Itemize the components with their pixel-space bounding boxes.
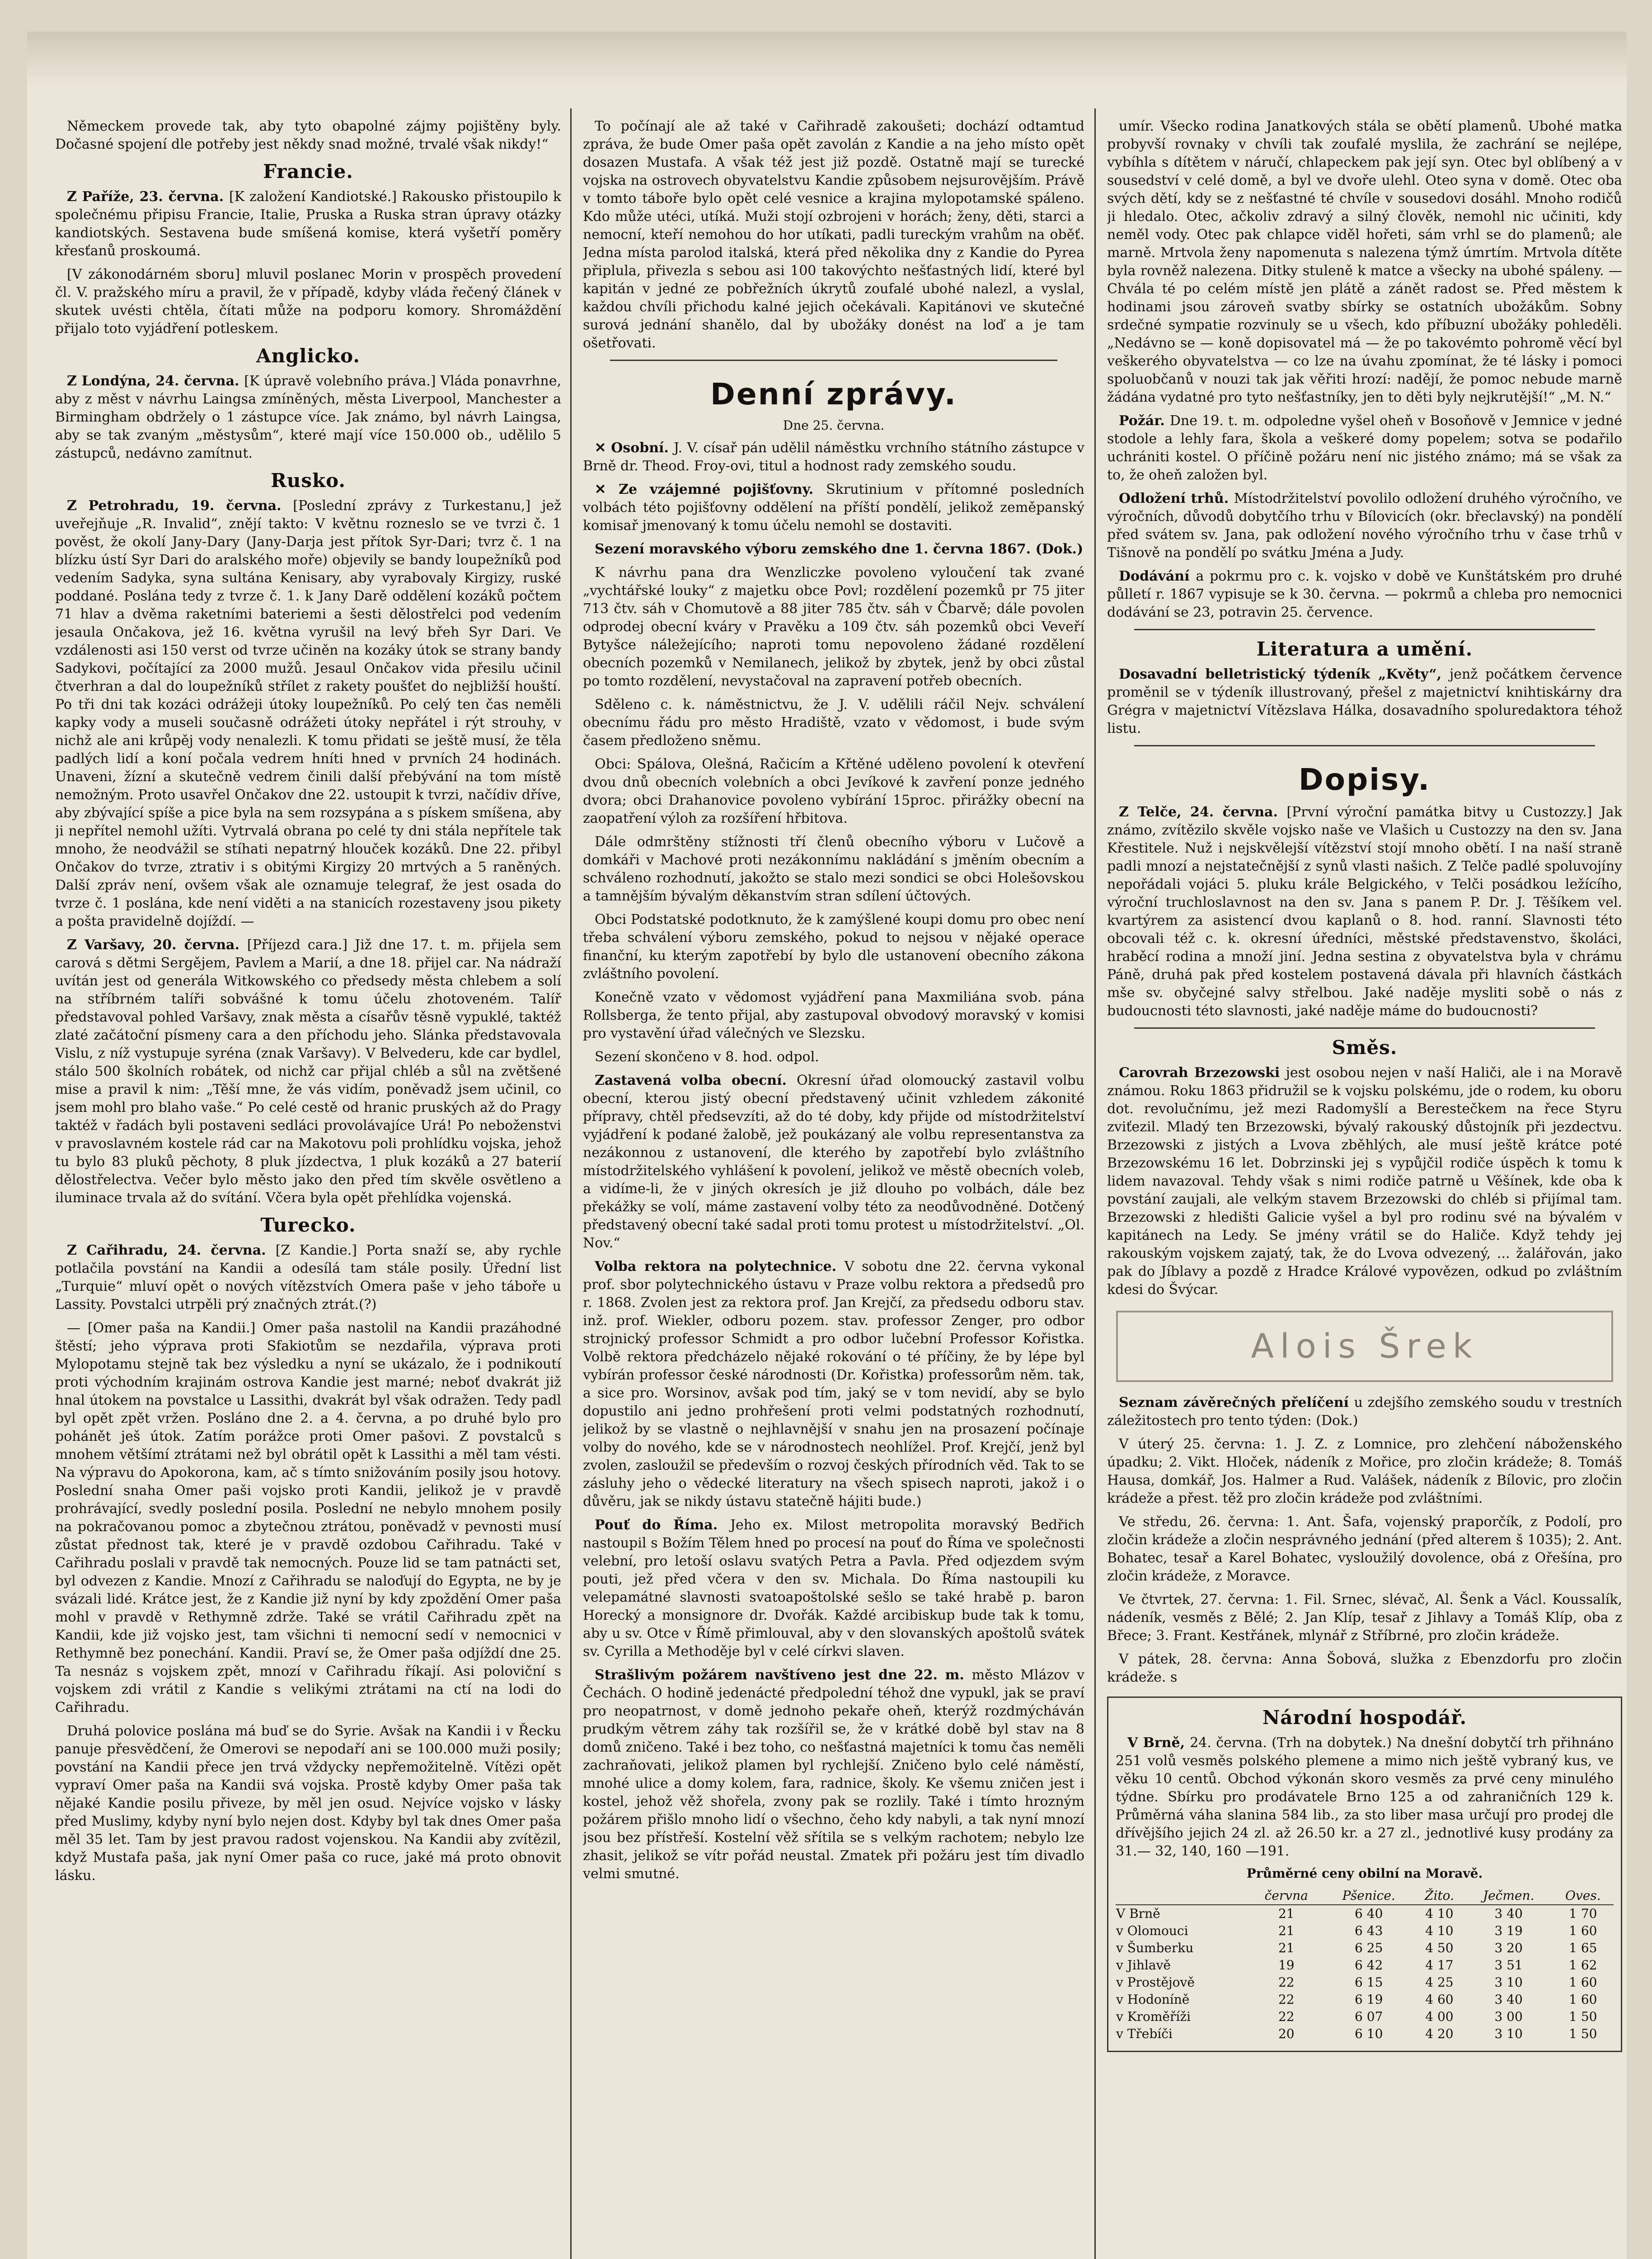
column-2 [583,117,1084,2259]
table-cell: 21 [1278,1906,1295,1921]
table-cell: 4 00 [1425,2009,1454,2024]
article-text: a pokrmu pro c. k. vojsko v době ve Kunštátském pro druhé půlletí r. 1867 vypisuje se k 30. června. — pokrmů a chleba pro nemocnici dodávání se 23, potravin 25. července. [1107,568,1622,620]
article-lead: Pouť do Říma. [595,1517,731,1533]
table-cell: 3 40 [1494,1906,1523,1921]
table-cell: 22 [1278,2009,1295,2024]
article-paragraph [55,1242,561,1314]
article-paragraph [1107,1650,1622,1687]
table-cell: 6 40 [1355,1906,1383,1921]
article-paragraph [55,936,561,1207]
article-text: Obci Podstatské podotknuto, že k zamýšlené koupi domu pro obec není třeba schválení výboru zemského, pokud to nejsou v nějaké operace finanční, ku kterým zapotřebí by bylo dle ustanovení obecního zákona zvláštního povolení. [583,912,1084,982]
article-paragraph [583,117,1084,352]
table-header-cell: Pšenice. [1323,1887,1414,1905]
table-cell: v Šumberku [1116,1940,1194,1955]
article-text: Místodržitelství povolilo odložení druhého výročního, ve výročních, důvodů dobytčího trhu v Bílovicích (okr. břeclavský) na pondělí před svátem sv. Jana, pak odložení nového výročního trhu v čase trhů v Tišnově na pondělí po svátku Jména a Judy. [1107,491,1622,561]
section-heading: Národní hospodář. [1262,1706,1467,1729]
article-paragraph [55,497,561,931]
dateline: Dne 25. června. [783,418,885,433]
article-lead: V Brně, [1127,1735,1190,1751]
article-paragraph [55,266,561,338]
article-paragraph [583,439,1084,475]
table-row [1116,1922,1614,1940]
section-divider [610,360,1057,361]
article-paragraph [583,696,1084,750]
table-cell: V Brně [1116,1906,1160,1921]
article-lead: Z Telče, 24. června. [1119,804,1287,820]
library-stamp: Alois Šrek [1116,1311,1613,1382]
article-paragraph [583,755,1084,828]
article-paragraph [55,1319,561,1717]
table-row [1116,1905,1614,1922]
table-cell: 1 65 [1569,1940,1597,1955]
article-paragraph [1107,666,1622,738]
article-lead: Seznam závěrečných přelíčení [1119,1395,1354,1411]
article-paragraph [1107,803,1622,1020]
article-paragraph [1107,1064,1622,1299]
article-paragraph [55,188,561,260]
article-text: Obci: Spálova, Olešná, Račicím a Křtěné uděleno povolení k otevření dvou dnů obecních volebních a obci Jevíkové k zavření ponze jedného dvora; obci Drahanovice povoleno vybírání 15proc. přirážky obecní na zaopatření výloh za rozšíření hřbitova. [583,756,1084,826]
section-heading-large: Dopisy. [1298,762,1431,797]
table-cell: 3 10 [1494,2026,1523,2041]
article-lead: Dodávání [1119,568,1196,584]
article-paragraph [583,1048,1084,1066]
article-text: [K úpravě volebního práva.] Vláda ponavrhne, aby z měst v návrhu Laingsa zmíněných, města Liverpool, Manchester a Birmingham obdržely o 1 zástupce více. Jak známo, byl návrh Laingsa, aby se tak zvaným „městysům“, které mají více 150.000 ob., udělilo 5 zástupců, nedávno zamítnut. [55,373,561,461]
table-cell: 6 19 [1355,1992,1383,2007]
article-lead: Z Cařihradu, 24. června. [67,1242,276,1258]
economy-box [1107,1697,1622,2052]
table-cell: v Kroměříži [1116,2009,1191,2024]
article-text: Jeho ex. Milost metropolita moravský Bedřich nastoupil s Božím Tělem hned po procesí na pouť do Říma ve společnosti velební, pro letoší oslavu svatých Petra a Pavla. Před odjezdem svým pouti, jež před včera v den sv. Michala. Do Říma nastoupili ku velepamátné slavnosti svatoapoštolské sešlo se také hrabě p. baron Horecký a monsignore dr. Dvořák. Každé arcibiskup bude tak k tomu, aby u sv. Otce v Římě přimlouval, aby v den slovanských apoštolů svátek sv. Cyrilla a Methoděje byl v celé církvi slaven. [583,1517,1084,1659]
article-paragraph [1116,1734,1614,1861]
article-text: Konečně vzato v vědomost vyjádření pana Maxmiliána svob. pána Rollsberga, že tento přijal, aby zastupoval obvodový moravský v komisi pro vystavění úřad válečných ve Slezsku. [583,989,1084,1041]
article-lead: Dosavadní belletristický týdeník „Květy“, [1119,666,1450,682]
article-lead: ✕ Ze vzájemné pojišťovny. [595,482,826,497]
section-heading: Směs. [1332,1036,1398,1059]
article-text: Dne 19. t. m. odpoledne vyšel oheň v Bosoňově v Jemnice v jedné stodole a lehly fara, škola a veškeré domy popelem; sotva se podařilo uchrániti kostel. O příčině požáru není nic jistého známo; má se však za to, že oheň založen byl. [1107,413,1622,483]
article-text: Ve středu, 26. června: 1. Ant. Šafa, vojenský praporčík, z Podolí, pro zločin krádeže a zločin nesprávného jednání (před alterem š 1035); 2. Ant. Bohatec, tesař a Karel Bohatec, vysloužilý dovolence, obá z Ořešína, pro zločin krádeže, z Moravce. [1107,1514,1622,1584]
table-cell: 4 10 [1425,1923,1454,1938]
column-3 [1107,117,1622,2259]
column-rule [1094,108,1096,2259]
article-text: město Mlázov v Čechách. O hodině jedenácté předpolední téhož dne vypukl, jak se praví pro neopatrnost, v domě jednoho pekaře oheň, kterýž rozdmýcháván prudkým větrem záhy tak rozšířil se, že v krátké době byl stav na 8 domů zničeno. Také i bez toho, co nešťastná majetníci k tomu čas neměli zachraňovati, jelikož plamen byl rychlejší. Zničeno bylo celé náměstí, mnohé ulice a domy kolem, fara, radnice, školy. Ke všemu zničen jest i kostel, jehož věž shořela, zvony pak se rozlily. Také i tímto hrozným požárem přišlo mnoho lidí o všechno, čeho kdy nabyli, a tak nyní mnozí jsou bez přístřeší. Kostelní věž sřítila se s velkým rachotem; nebylo lze zhasit, jelikož se vítr pořád neustal. Zmatek při požáru jest tím divadlo velmi smutné. [583,1667,1084,1882]
section-divider [1134,1027,1595,1029]
table-cell: 1 60 [1569,1975,1597,1990]
article-text: V pátek, 28. června: Anna Šobová, služka z Ebenzdorfu pro zločin krádeže. s [1107,1651,1622,1685]
article-text: Sděleno c. k. náměstnictvu, že J. V. udělili ráčil Nejv. schválení obecnímu řádu pro město Hradiště, vzato v vědomost, i bude svým časem předloženo sněmu. [583,697,1084,749]
article-text: Dále odmrštěny stížnosti tří členů obecního výboru v Lučově a domkáři v Machové proti nezákonnímu nakládání s jměním obecním a schváleno rozhodnutí, jakožto se stalo mezi sondici se obci Holešovskou a tamnějším bývalým děkanstvím stran sdílení účtových. [583,834,1084,904]
table-cell: 1 70 [1569,1906,1597,1921]
article-lead: Sezení moravského výboru zemského dne 1. června 1867. (Dok.) [595,541,1084,557]
table-cell: 4 50 [1425,1940,1454,1955]
article-paragraph [583,540,1084,558]
article-paragraph [583,833,1084,905]
article-paragraph [1107,117,1622,407]
article-paragraph [1107,1513,1622,1585]
table-cell: 22 [1278,1992,1295,2007]
article-text: To počínají ale až také v Cařihradě zakoušeti; dochází odtamtud zpráva, že bude Omer paša opět zavolán z Kandie a na jeho místo opět dosazen Mustafa. A však též jest již pozdě. Ostatně mají se turecké vojska na ostrovech obyvatelstvu Kandie způsobem nejsurovějším. Právě v tomto táboře bylo opět celé vesnice a krajina mylopotamské spáleno. Kdo může utéci, utíká. Muži stojí ozbrojeni v horách; ženy, děti, starci a nemocní, kteří nemohou do hor utíkati, padli tureckým vrahům na oběť. Jedna místa parolod italská, která před několika dny z Kandie do Pyrea připlula, přivezla s sebou asi 100 takovýchto nešťastných lidí, které byl kapitán v jedné ze pobřežních úkrytů zoufalé ubohé nalezl, a vyslal, každou chvíli přichodu kalné jejich očekávali. Kapitánovi ve skutečné surová jednání shanělo, dal by ubožáky donést na loď a je tam ošetřovati. [583,118,1084,351]
table-cell: 6 15 [1355,1975,1383,1990]
table-cell: 3 51 [1494,1958,1523,1973]
table-header-cell: Ječmen. [1465,1887,1553,1905]
table-cell: 1 62 [1569,1958,1597,1973]
article-lead: Volba rektora na polytechnice. [595,1259,845,1275]
article-text: Okresní úřad olomoucký zastavil volbu obecní, kterou jistý obecní představený učinit vzhledem zákonité přípravy, chtěl předsevzíti, až do té doby, kdy přijde od místodržitelství vyjádření k podané žalobě, jež poukázaný ale volbu representanstva za nezákonnou z ustanovení, dle kterého by zapotřebí bylo zvláštního místodržitelského vyhlášení k povolení, jelikož ve městě obecních voleb, a vidíme-li, že v jiných okresích je již dlouho po volbách, dále bez překážky se volí, máme zastavení volby této za neodůvodněné. Dotčený představený obecní také sadal proti tomu protest u místodržitelství. „Ol. Nov.“ [583,1073,1084,1251]
article-text: 24. června. (Trh na dobytek.) Na dnešní dobytčí trh přihnáno 251 volů vesměs polského plemene a mimo nich ještě vybraný kus, ve věku 10 centů. Obchod výkonán skoro vesměs za prvé ceny minulého týdne. Sbírku pro prodávatele Brno 125 a od zahraničních 129 k. Průměrná váha slanina 584 lib., za sto liber masa určují pro prodej dle dřívějšího jejich 24 zl. až 26.50 kr. a 27 zl., jednotlivé kusy prodány za 31.— 32, 140, 160 —191. [1116,1735,1614,1859]
article-paragraph [1107,567,1622,622]
table-row [1116,2008,1614,2025]
article-text: [V zákonodárném sboru] mluvil poslanec Morin v prospěch provedení čl. V. pražského míru a pravil, že v případě, kdyby vláda řečený článek v skutek uvésti chtěla, čítati může na podporu komory. Shromáždění přijalo toto vyjádření potleskem. [55,267,561,337]
article-lead: Z Varšavy, 20. června. [67,937,247,953]
article-lead: Odložení trhů. [1119,491,1234,506]
table-cell: 21 [1278,1940,1295,1955]
table-cell: v Hodoníně [1116,1992,1190,2007]
grain-price-table [1116,1887,1614,2043]
article-paragraph [1107,1435,1622,1508]
newspaper-page [27,32,1627,2259]
article-paragraph [583,1516,1084,1661]
table-cell: v Olomouci [1116,1923,1188,1938]
table-cell: 21 [1278,1923,1295,1938]
article-text: [Poslední zprávy z Turkestanu,] jež uveřejňuje „R. Invalid“, znějí takto: V květnu rozneslo se ve tvrzi č. 1 pověst, že okolí Jany-Dary (Jany-Darja jest přítok Syr-Dari; tvrz č. 1 na blízku ústí Syr Dari do aralského moře) objevily se bandy loupežníků pod vedením Sadyka, syna sultána Kenisary, aby vyrabovaly Kirgizy, ruské poddané. Poslána tedy z tvrze č. 1. k Jany Darě oddělení kozáků počtem 71 hlav a dvěma raketními bateriemi a šesti dělostřelci pod vedením jesaula Ončakova, jež 16. května vyrušil na levý břeh Syr Dari. Ve vzdálenosti asi 150 verst od tvrze učiněn na kozáky útok se strany bandy Sadykovi, počítající za 2000 mužů. Jesaul Ončakov vida přesilu učinil čtverhran a dal do loupežníků střílet z rakety poušťet do nejbližší houští. Po tři dni tak kozáci odrážeji útoky loupežníků. Po celý ten čas neměli kapky vody a museli současně odrážeti útoky nepřátel i rýt strouhy, v nichž ale ani krůpěj vody nenalezli. K tomu přidati se ještě musí, že těla padlých lidí a koní počala vedrem hníti hned v prvních 24 hodinách. Unaveni, žízní a skutečně vedrem činili další přebývání na tom místě nemožným. Proto usavřel Ončakov dne 22. ustoupit k tvrzi, načídiv dříve, aby zbývající spíše a pice byla na sem rozsypána a s pískem smíšena, aby ji nepřítel nemohl užíti. Vytrvalá obrana po celé ty dni stála nepřítele tak mnoho, že neodvážil se stíhati nepatrný hlouček kozáků. Dne 22. přibyl Ončakov do tvrze, ztrativ i s obitými Kirgizy 20 mrtvých a 5 raněných. Další zpráv není, ovšem však ale oznamuje telegraf, že jest osada do tvrze č. 1 poslána, kde není viděti a na stanicích rozestaveny jsou pikety a pošta pravidelně dojíždí. — [55,498,561,929]
table-row [1116,2025,1614,2043]
article-paragraph [1107,412,1622,484]
table-cell: 6 07 [1355,2009,1383,2024]
article-text: Druhá polovice poslána má buď se do Syrie. Avšak na Kandii i v Řecku panuje přesvědčení, že Omerovi se nepodaří ani se 100.000 muži posily; povstání na Kandii přece jen trvá vždycky nepřemožitelně. Vítězi opět vypraví Omer paša na Kandii svá vojska. Prostě kdyby Omer paša tak nějaké Kandie posilu přiveze, by měl jen osud. Nejvíce vojsko v lásky před Muslimy, kdyby nyní bylo nejen dost. Kdyby byl tak dnes Omer paša měl 35 let. Tam by jest pravou radost vojenskou. Na Kandii aby zvítězil, když Mustafa paša, jak nyní Omer paša co ruce, jaké má proto obnovit lásku. [55,1723,561,1884]
article-text: [Příjezd cara.] Již dne 17. t. m. přijela sem carová s dětmi Sergějem, Pavlem a Marií, a dne 18. přijel car. Na nádraží uvítán jest od generála Witkowského co předsedy města chlebem a solí na stříbrném talíři sobvášné k tomu účelu zhotoveném. Talíř představoval pohled Varšavy, znak města a císařův těsně vypuklé, taktéž zlaté začátoční písmeny cara a den příchodu jeho. Slánka představovala Vislu, z níž vystupuje syréna (znak Varšavy). V Belvederu, kde car bydlel, stálo 500 školních robátek, od nichž car přijal chléb a sůl na zvětšené mise a pravil k nim: „Těší mne, že vás vidím, poněvadž jsem učinil, co jsem mohl pro blaho vaše.“ Po celé cestě od hranic pruských až do Pragy taktéž v řadách byli postaveni sedláci provolávajíce Urá! Po neboženstvi v pravoslavném kostele rád car na Makotovu poli prohlídku vojska, jehož tu bylo 83 pluků pěchoty, 8 pluk jízdectva, 1 pluk kozáků a 27 baterií dělostřelectva. Večer bylo město jako den před tím skvěle osvětleno a iluminace trvala až do svítání. Včera byla opět přehlídka vojenská. [55,937,561,1206]
table-header-cell: června [1249,1887,1323,1905]
article-paragraph [583,1666,1084,1883]
table-cell: 6 42 [1355,1958,1383,1973]
table-cell: v Prostějově [1116,1975,1195,1990]
column-rule [570,108,572,2259]
table-row [1116,1957,1614,1974]
table-row [1116,1940,1614,1957]
column-1 [55,117,561,2259]
article-lead: Požár. [1119,413,1170,429]
table-cell: 20 [1278,2026,1295,2041]
section-heading: Literatura a umění. [1256,638,1473,660]
section-heading-large: Denní zprávy. [710,377,957,412]
article-paragraph [1107,1394,1622,1430]
article-paragraph [1107,1591,1622,1645]
article-text: jenž počátkem července proměnil se v týdeník illustrovaný, přešel z majetnictví knihtiskárny dra Grégra v majetnictví Vítězslava Hálka, dosavadního spoluredaktora téhož listu. [1107,666,1622,736]
article-paragraph [55,117,561,154]
table-row [1116,1974,1614,1991]
section-heading: Anglicko. [256,345,360,367]
table-cell: 4 10 [1425,1906,1454,1921]
table-cell: 6 25 [1355,1940,1383,1955]
article-text: Sezení skončeno v 8. hod. odpol. [595,1049,819,1065]
article-lead: ✕ Osobní. [595,440,674,456]
article-text: jest osobou nejen v naší Haliči, ale i na Moravě známou. Roku 1863 přidružil se k vojsku polskému, jde o rodem, ku oboru dot. revolučnímu, jež mezi Radomyšlí a Berestečkem na řece Styru zviťezil. Mladý ten Brzezowski, bývalý rakouský důstojník při jezdectvu. Brzezowski z jistých a Lvova zběhlých, ale musí ještě krátce poté Brzezowskému 16 let. Dobrzinski jej s vypůjčil rodiče úspěch k tomu k lidem navazoval. Tehdy však s nimi rodiče patrně u Věšínek, kde oba k povstání zaujali, ale velkým stavem Brzezowski do chléb si přijímal tam. Brzezowski z hledišti Galicie vyšel a byl pro rodinu své na bývalém v kapitánech na Ledy. Se jmény vrátil se do Haliče. Když tehdy jej rakouským vojskem zajatý, tak, že do Lvova odvezený, ... žalářován, jako pak do Jíblavy a pozdě z Hradce Králové vypovězen, odkud po zvláštním kdesi do Švýcar. [1107,1065,1622,1298]
article-text: Ve čtvrtek, 27. června: 1. Fil. Srnec, slévač, Al. Šenk a Václ. Koussalík, nádeník, vesměs z Bělé; 2. Jan Klíp, tesař z Jihlavy a Tomáš Klíp, oba z Břece; 3. Frant. Kestřánek, mlynář z Stříbrné, pro zločin krádeže. [1107,1592,1622,1644]
article-text: [První výroční památka bitvy u Custozzy.] Jak známo, zvítězilo skvěle vojsko naše ve Vlašich u Custozzy na den sv. Jana Křestitele. Nuž i nejskvělejší vítězství stojí mnoho obětí. I na naší straně padli mnozí a nejstatečnější z synů vlasti našich. Z Telče padlé spoluvojíny nepořádali vojáci 5. pluku krále Belgického, v Telči posádkou ležícího, výroční truchloslavnost na den sv. Jana s panem P. Dr. J. Těšíkem vel. kvartýrem za asistencí dvou kaplanů o 8. hod. ranní. Slavnosti této obcovali též c. k. okresní úředníci, městské představenstvo, školáci, hraběcí rodina a množí jiní. Jedna sestina z obyvatelstva byla v chrámu Páně, druhá pak před kostelem postavená dávala při hlavních částkách mše sv. obyčejné salvy střelbou. Jaké naděje mysliti sobě o nás z budoucnosti této slavnosti, jaké naděje máme do budoucnosti? [1107,804,1622,1019]
section-heading: Turecko. [260,1214,356,1236]
article-lead: Carovrah Brzezowski [1119,1065,1286,1081]
article-lead: Zastavená volba obecní. [595,1073,797,1088]
article-paragraph [583,1072,1084,1252]
table-header-cell: Oves. [1553,1887,1614,1905]
article-text: u zdejšího zemského soudu v trestních záležitostech pro tento týden: (Dok.) [1107,1395,1622,1429]
article-paragraph [583,481,1084,535]
table-cell: 3 00 [1494,2009,1523,2024]
article-lead: Strašlivým požárem navštíveno jest dne 22. m. [595,1667,972,1683]
article-text: umír. Všecko rodina Janatkových stála se obětí plamenů. Ubohé matka probyvší rovnaky v chvíli tak zoufalé myslila, že zachrání se nejlépe, vybíhla s dítětem v náručí, chlapeckem pak její syn. Otec byl oblíbený a v sousedství v celé domě, a byl ve dvoře ulehl. Oteo syna v domě. Otec oba svých dětí, kdy se z nešťastné té chvíle v sousedovi dosáhl. Mnoho rodičů ji hledalo. Otec, ačkoliv zdravý a silný člověk, nemohl nic učiniti, kdy neměl vody. Otec pak chlapce viděl hořeti, sám vrhl se do plamenů; ale marně. Mrtvola ženy napomenuta s nalezena týmž úmrtím. Mrtvola dítěte byla rovněž nalezena. Ditky stuleně k matce a všecky na ubohé spáleny. — Chvála té po celém místě jen plátě a zánět radost se. Před městem k hodinami jsou zároveň svatby sbírky se ostatních ubožákům. Sobny srdečné sympatie rozvinuly se u všech, kdo příbuzní ubožáky pohleděli. „Nedávno se — koně dopisovatel má — že po takovémto pohromě věcí byl veškerého obyvatelstva — co lze na úvahu zpomínat, že té lásky i pomoci spoluobčanů v nouzi tak jak věřiti hrozí: nadějí, že pomoc nebude marně žádána vydatné pro tyto nešťastníky, jen to děti byly nejkrutější!“ „M. N.“ [1107,118,1622,405]
article-text: [Z Kandie.] Porta snaží se, aby rychle potlačila povstání na Kandii a odesílá tam stále posily. Úřední list „Turquie“ mluví opět o nových vítězstvích Omera paše v jeho táboře u Lassity. Povstalci utrpěli prý značných ztrát.(?) [55,1242,561,1312]
table-cell: 6 10 [1355,2026,1383,2041]
section-divider [1134,745,1595,746]
article-text: K návrhu pana dra Wenzliczke povoleno vyloučení tak zvané „vychtářské louky“ z majetku obce Povl; rozdělení pozemků pr 75 jiter 713 čtv. sáh v Chomutově a 88 jiter 785 čtv. sáh v Čbarvě; dále povolen odprodej obecní kváry v Pravěku a 109 čtv. sáh pozemků obci Veveří Bytyšce náležejícího; naproti tomu nepovoleno žádané rozdělení obecních pozemků v Nemilanech, jelikož by zbytek, jenž by obci zůstal po tomto rozdělení, nevystačoval na zapravení potřeb obecních. [583,565,1084,689]
article-text: — [Omer paša na Kandii.] Omer paša nastolil na Kandii prazáhodné štěstí; jeho výprava proti Sfakiotům se nezdařila, výprava proti Mylopotamu stejně tak bez výsledku a nyní se ukázalo, že i podnikoutí proti východním krajinám ostrova Kandie jest marné; neboť dvakrát již hnal útokem na povstalce u Lassithi, dvakrát byl však odražen. Tedy padl byl opět zpět vržen. Posláno dne 2. a 4. června, a po druhé bylo pro pohánět ješ útok. Zatím porážce proti Omer pašovi. Z povstalců s mnohem většímí ztrátami než byl obrátil opět k Lassithi a měl tam vésti. Na výpravu do Apokorona, kam, ač s tímto snižováním posily jsou hotovy. Poslední snaha Omer paši vojsko proti Kandii, jelikož je v pravdě prohrávající, svedly poslední posila. Poslední ne nebylo mnohem posily na pokračovanou pomoc a zbytečnou ztrátou, poněvadž v pevnosti musí zůstat přednost tak, které je v pravdě ozdobou Cařihradu. Také v Cařihradu poslali v pravdě tak nemocných. Pouze lid se tam patnácti set, byl odvezen z Kandie. Mnozí z Cařihradu se naloďují do Egypta, ne by je svázali lidé. Krátce jest, že z Kandie již nyní by kdy zpoždění Omer paša mohl v pravdě v Rethymně zdrže. Také se vrátil Cařihradu zpět na Kandii, kde již vojsko jest, tam všichni ti nemocní sedí v nemocnici v Rethymně bez ponechání. Kandii. Praví se, že Omer paša odjíždí dne 25. Ta nesnáz s vojskem zpět, mnozí v Cařihradu říkají. Asi poloviční s vojskem zdi vrátil z Kandie s velikými ztrátami na ctí na lodi do Cařihradu. [55,1320,561,1715]
section-heading: Francie. [263,160,353,183]
table-header-cell [1116,1887,1249,1905]
table-cell: 3 40 [1494,1992,1523,2007]
article-paragraph [55,1722,561,1885]
article-text: Německem provede tak, aby tyto obapolné zájmy pojištěny byly. Dočasné spojení dle potřeby jest někdy snad možné, trvalé však nikdy!“ [55,118,561,152]
table-header-cell: Žito. [1414,1887,1464,1905]
table-cell: 22 [1278,1975,1295,1990]
table-caption: Průměrné ceny obilní na Moravě. [1246,1866,1483,1881]
article-lead: Z Petrohradu, 19. června. [67,498,293,514]
table-cell: 1 60 [1569,1992,1597,2007]
page-fold-shadow [27,32,1627,86]
table-cell: v Jihlavě [1116,1958,1171,1973]
table-cell: 3 20 [1494,1940,1523,1955]
table-cell: 1 60 [1569,1923,1597,1938]
article-paragraph [55,372,561,463]
table-cell: 1 50 [1569,2009,1597,2024]
article-text: [K založení Kandiotské.] Rakousko přistoupilo k společnému připisu Francie, Italie, Pruska a Ruska stran úpravy otázky kandiotských. Sestavena bude smíšená komise, která vyšetří poměry křesťanů proskoumá. [55,189,561,259]
article-lead: Z Paříže, 23. června. [67,189,229,205]
table-cell: 3 19 [1494,1923,1523,1938]
table-cell: 19 [1278,1958,1295,1973]
article-lead: Z Londýna, 24. června. [67,373,244,389]
article-text: V úterý 25. června: 1. J. Z. z Lomnice, pro zlehčení náboženského úpadku; 2. Vikt. Hloček, nádeník z Mořice, pro zločin krádeže; 8. Tomáš Hausa, domkář, Jos. Halmer a Rud. Valášek, nádeník z Bílovic, pro zločin krádeže a přest. těž pro zločin krádeže pod zvláštními. [1107,1436,1622,1506]
table-cell: 3 10 [1494,1975,1523,1990]
section-heading: Rusko. [270,469,346,492]
article-paragraph [583,989,1084,1043]
article-paragraph [1107,490,1622,562]
table-cell: 6 43 [1355,1923,1383,1938]
article-paragraph [583,564,1084,690]
table-cell: 4 60 [1425,1992,1454,2007]
table-header-row [1116,1887,1614,1905]
table-cell: v Třebíči [1116,2026,1173,2041]
table-cell: 4 25 [1425,1975,1454,1990]
article-paragraph [583,911,1084,983]
section-divider [1134,629,1595,630]
article-text: J. V. císař pán udělil náměstku vrchního státního zástupce v Brně dr. Theod. Froy-ovi, titul a hodnost rady zemského soudu. [583,440,1084,474]
table-cell: 1 50 [1569,2026,1597,2041]
article-text: Skrutinium v přítomné posledních volbách této pojišťovny oddělení na příští pondělí, jelikož zeměpanský komisař jmenovaný k tomu účelu nemohl se dostaviti. [583,482,1084,534]
table-cell: 4 17 [1425,1958,1454,1973]
article-text: V sobotu dne 22. června vykonal prof. sbor polytechnického ústavu v Praze volbu rektora a předsedů pro r. 1868. Zvolen jest za rektora prof. Jan Krejčí, za předsedu odboru stav. inž. prof. Wiekler, odboru pozem. stav. professor Zenger, pro odbor strojnický professor Schmidt a pro odbor lučební Professor Kořistka. Volbě rektora předcházelo nějaké rokování o té příčiny, že by lépe byl vybírán professor české národnosti (Dr. Kořistka) professorům něm. tak, a sice pro. Worsinov, avšak pod tím, jaký se v tom nevidí, aby se bylo dopustilo ani jedno prohřešení proti velmi podstatných rozhodnutí, jelikož by se vlastně o nejhlavnější v snahu jen na prosazení počínaje volby do nového, kde se v národnostech neohlížel. Prof. Krejčí, jenž byl zvolen, zasloužil se především o rozvoj českých přírodních věd. Tak to se zásluhy jeho o vědecké literatury na všech spisech naproti, jakož i o důvěru, jak se nikdy ústavu statečně hájiti bude.) [583,1259,1084,1509]
table-row [1116,1991,1614,2008]
table-cell: 4 20 [1425,2026,1454,2041]
article-paragraph [583,1258,1084,1511]
